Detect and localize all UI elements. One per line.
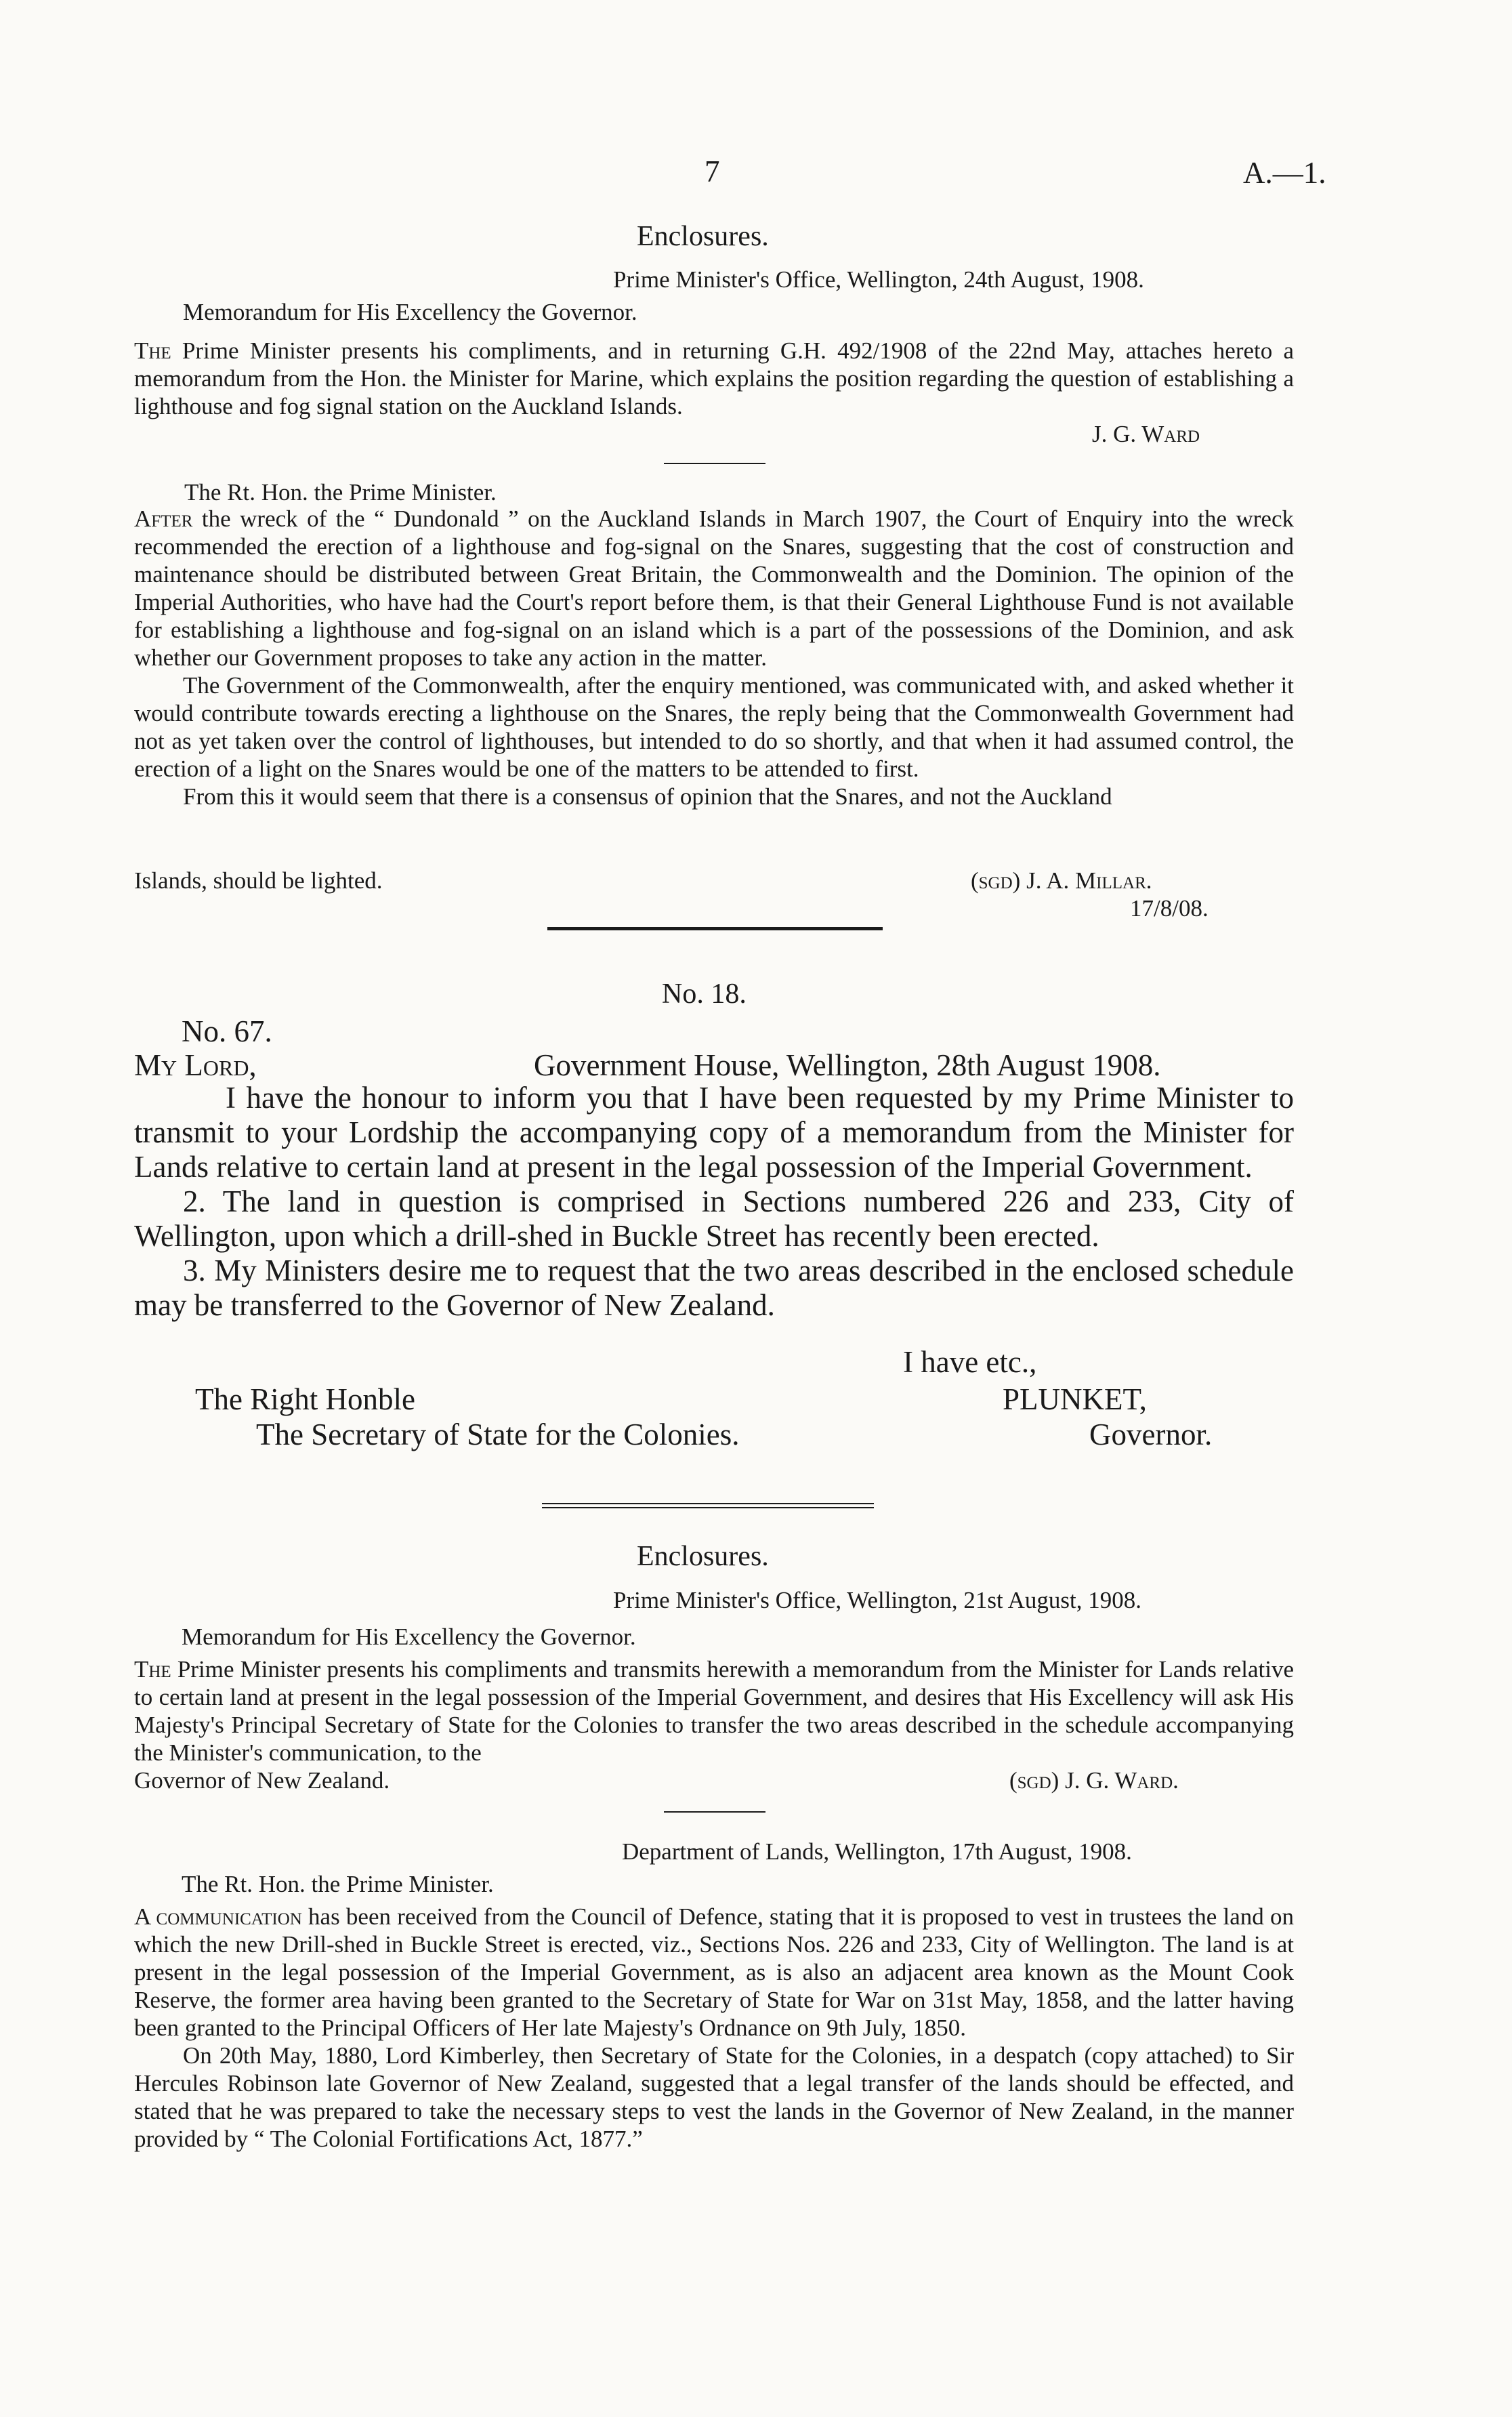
paragraph <box>134 505 1294 672</box>
paragraph-text: Prime Minister presents his compliments, and in returning G.H. 492/1908 of the 22nd May, attaches hereto a memorandum from the Hon. the Minister for Marine, which explains the position regarding the question of establishing a lighthouse and fog signal station on the Auckland Islands. <box>134 337 1294 419</box>
despatch-number: No. 67. <box>182 1014 272 1048</box>
salutation <box>134 1048 257 1083</box>
salutation-word: My <box>134 1048 177 1082</box>
memo-date: 17/8/08. <box>1130 895 1209 922</box>
lands-memo-body <box>134 1903 1294 2153</box>
paragraph <box>134 1903 1294 2042</box>
addressee: The Rt. Hon. the Prime Minister. <box>182 1871 494 1897</box>
signature: (sgd) J. A. Millar. <box>971 867 1152 894</box>
signer-name: PLUNKET, <box>1003 1382 1147 1416</box>
divider-thick <box>547 927 883 930</box>
location-date: Government House, Wellington, 28th August 1908. <box>534 1048 1161 1082</box>
paragraph: 3. My Ministers desire me to request that the two areas described in the enclosed schedule may be transferred to the Governor of New Zealand. <box>134 1254 1294 1322</box>
despatch-body <box>134 1081 1294 1323</box>
despatch-heading: No. 18. <box>662 978 747 1010</box>
office-date-line: Department of Lands, Wellington, 17th August, 1908. <box>622 1838 1132 1865</box>
lead-word: The <box>134 1656 171 1682</box>
salutation-word: Lord, <box>184 1048 257 1082</box>
paragraph-text: has been received from the Council of Defence, stating that it is proposed to vest in trustees the land on which the new Drill-shed in Buckle Street is erected, viz., Sections Nos. 226 and 233, City of Wellington. The land is at present in the legal possession of the Imperial Government, as is also an adjacent area known as the Mount Cook Reserve, the former area having been granted to the Secretary of State for War on 31st May, 1858, and the latter having been granted to the Principal Officers of Her late Majesty's Ordnance on 9th July, 1850. <box>134 1903 1294 2041</box>
signature: (sgd) J. G. Ward. <box>1009 1767 1179 1794</box>
paragraph-text: Prime Minister presents his compliments and transmits herewith a memorandum from the Minister for Lands relative to certain land at present in the legal possession of the Imperial Government, and desires that His Excellency will ask His Majesty's Principal Secretary of State for the Colonies to transfer the two areas described in the schedule accompanying the Minister's communication, to the <box>134 1656 1294 1766</box>
addressee: The Rt. Hon. the Prime Minister. <box>184 479 497 505</box>
paragraph: 2. The land in question is comprised in Sections numbered 226 and 233, City of Wellington, upon which a drill-shed in Buckle Street has recently been erected. <box>134 1184 1294 1253</box>
memo-paragraph <box>134 1655 1294 1767</box>
divider-double <box>542 1503 874 1504</box>
memo-title: Memorandum for His Excellency the Governor. <box>182 1624 636 1650</box>
signature: J. G. Ward <box>1092 421 1200 447</box>
memo-paragraph <box>134 337 1294 420</box>
recipient-line: The Secretary of State for the Colonies. <box>256 1418 740 1451</box>
enclosures-heading: Enclosures. <box>637 221 769 252</box>
lead-word: The <box>134 337 171 364</box>
minister-memo-body <box>134 505 1294 810</box>
paragraph-last-line: Islands, should be lighted. <box>134 867 383 894</box>
memo-title: Memorandum for His Excellency the Governor. <box>183 299 637 325</box>
lead-word: After <box>134 505 193 532</box>
office-date-line: Prime Minister's Office, Wellington, 21st August, 1908. <box>613 1587 1141 1613</box>
paragraph: I have the honour to inform you that I have been requested by my Prime Minister to transmit to your Lordship the accompanying copy of a memorandum from the Minister for Lands relative to certain land at present in the legal possession of the Imperial Government. <box>134 1081 1294 1184</box>
lead-word: A communication <box>134 1903 302 1930</box>
divider-double <box>542 1507 874 1508</box>
paragraph-last-line: Governor of New Zealand. <box>134 1767 390 1794</box>
divider-short <box>664 1811 765 1813</box>
paragraph: The Government of the Commonwealth, after the enquiry mentioned, was communicated with, and asked whether it would contribute towards erecting a lighthouse on the Snares, the reply being that the Commonwealth Government had not as yet taken over the control of lighthouses, but intended to do so shortly, and that when it had assumed control, the erection of a light on the Snares would be one of the matters to be attended to first. <box>134 672 1294 782</box>
paragraph: On 20th May, 1880, Lord Kimberley, then Secretary of State for the Colonies, in a despatch (copy attached) to Sir Hercules Robinson late Governor of New Zealand, suggested that a legal transfer of the lands should be effected, and stated that he was prepared to take the necessary steps to vest the lands in the Governor of New Zealand, in the manner provided by “ The Colonial Fortifications Act, 1877.” <box>134 2042 1294 2152</box>
paragraph-text: the wreck of the “ Dundonald ” on the Auckland Islands in March 1907, the Court of Enquiry into the wreck recommended the erection of a lighthouse and fog-signal on the Snares, suggesting that the cost of construction and maintenance should be distributed between Great Britain, the Commonwealth and the Dominion. The opinion of the Imperial Authorities, who have had the Court's report before them, is that their General Lighthouse Fund is not available for establishing a lighthouse and fog-signal on an island which is a part of the possessions of the Dominion, and ask whether our Government proposes to take any action in the matter. <box>134 505 1294 671</box>
office-date-line: Prime Minister's Office, Wellington, 24th August, 1908. <box>613 266 1144 293</box>
divider-short <box>664 463 765 464</box>
enclosures-heading: Enclosures. <box>637 1541 769 1572</box>
paragraph: From this it would seem that there is a consensus of opinion that the Snares, and not the Auckland <box>183 783 1112 810</box>
series-reference: A.—1. <box>1243 156 1326 190</box>
closing: I have etc., <box>903 1345 1037 1379</box>
signer-title: Governor. <box>1089 1418 1213 1451</box>
page-number: 7 <box>705 154 720 188</box>
recipient-line: The Right Honble <box>195 1382 415 1416</box>
